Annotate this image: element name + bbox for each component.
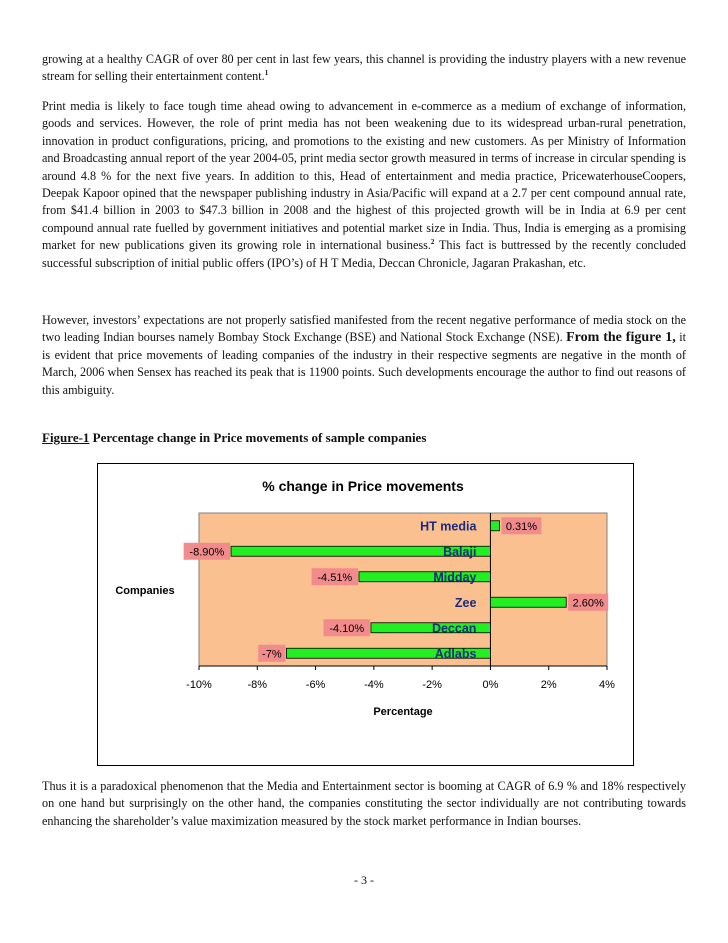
data-label: -4.10% xyxy=(329,622,365,635)
paragraph-4 xyxy=(42,778,686,830)
figure-title: Percentage change in Price movements of sample companies xyxy=(89,430,427,445)
category-label: Midday xyxy=(433,570,477,585)
paragraph-3-text-b: it is evident that price movements of leading companies of the industry in their respective segments are negative in the month of March, 2006 when Sensex has reached its peak that is 11900 points. Such developments encourage the author to find out reasons of this ambiguity. xyxy=(42,330,686,397)
paragraph-1 xyxy=(42,51,686,86)
paragraph-3 xyxy=(42,312,686,399)
data-label: -4.51% xyxy=(317,571,353,584)
paragraph-2 xyxy=(42,98,686,272)
x-tick-label: -10% xyxy=(186,679,212,691)
y-axis-label: Companies xyxy=(115,585,175,597)
x-tick-label: 0% xyxy=(482,679,499,691)
figure-reference: From the figure 1, xyxy=(566,330,676,346)
data-label: -8.90% xyxy=(189,546,225,559)
bar xyxy=(490,521,499,531)
category-label: HT media xyxy=(420,519,477,534)
category-label: Adlabs xyxy=(434,646,477,661)
chart-title: % change in Price movements xyxy=(262,478,464,494)
x-tick-label: -6% xyxy=(305,679,326,691)
x-tick-label: 4% xyxy=(599,679,615,691)
bar xyxy=(490,597,566,607)
x-tick-label: -2% xyxy=(422,679,442,691)
category-label: Balaji xyxy=(443,544,477,559)
paragraph-2-text-a: Print media is likely to face tough time ahead owing to advancement in e-commerce as a medium of exchange of information, goods and services. However, the role of print media has not been weakening due to its widespread urban-rural penetration, innovation in product configurations, pricing, and promotions to the existing and new customers. As per Ministry of Information and Broadcasting annual report of the year 2004-05, print media sector growth measured in terms of increase in circular spending is around 4.8 % for the next five years. In addition to this, Head of entertainment and media practice, PricewaterhouseCoopers, Deepak Kapoor opined that the newspaper publishing industry in Asia/Pacific will expand at a 2.7 per cent compound annual rate, from $41.4 billion in 2003 to $47.3 billion in 2008 and the highest of this projected growth will be in India at 6.9 per cent compound annual rate fuelled by government initiatives and potential market size in India. Thus, India is emerging as a promising market for new publications given its growing role in international business. xyxy=(42,99,686,253)
figure-label: Figure-1 xyxy=(42,430,90,445)
footnote-ref-1[interactable]: 1 xyxy=(264,69,269,78)
figure-caption xyxy=(42,430,426,446)
category-label: Deccan xyxy=(431,621,477,636)
paragraph-3-text-a: However, investors’ expectations are not properly satisfied manifested from the recent negative performance of media stock on the two leading Indian bourses namely Bombay Stock Exchange (BSE) and National Stock Exchange (NSE). xyxy=(42,313,686,345)
paragraph-2-text-b: This fact is buttressed by the recently concluded successful subscription of initial public offers (IPO’s) of H T Media, Deccan Chronicle, Jagaran Prakashan, etc. xyxy=(42,238,687,270)
footnote-ref-2[interactable]: 2 xyxy=(430,238,435,247)
page-number: - 3 - xyxy=(354,873,374,887)
x-tick-label: 2% xyxy=(540,679,557,691)
paragraph-4-text: Thus it is a paradoxical phenomenon that the Media and Entertainment sector is booming at CAGR of 6.9 % and 18% respectively on one hand but surprisingly on the other hand, the companies constituting the sector individually are not contributing towards enhancing the shareholder’s value maximization measured by the stock market performance in Indian bourses. xyxy=(42,779,686,828)
data-label: 0.31% xyxy=(505,520,538,533)
plot-area xyxy=(199,513,607,666)
bar-chart xyxy=(97,463,634,766)
x-tick-label: -4% xyxy=(364,679,384,691)
data-label: -7% xyxy=(262,648,282,661)
x-tick-label: -8% xyxy=(247,679,268,691)
paragraph-1-text: growing at a healthy CAGR of over 80 per cent in last few years, this channel is providing the industry players with a new revenue stream for selling their entertainment content. xyxy=(42,52,686,84)
data-label: 2.60% xyxy=(572,597,604,610)
category-label: Zee xyxy=(454,595,477,610)
x-axis-label: Percentage xyxy=(373,706,433,718)
